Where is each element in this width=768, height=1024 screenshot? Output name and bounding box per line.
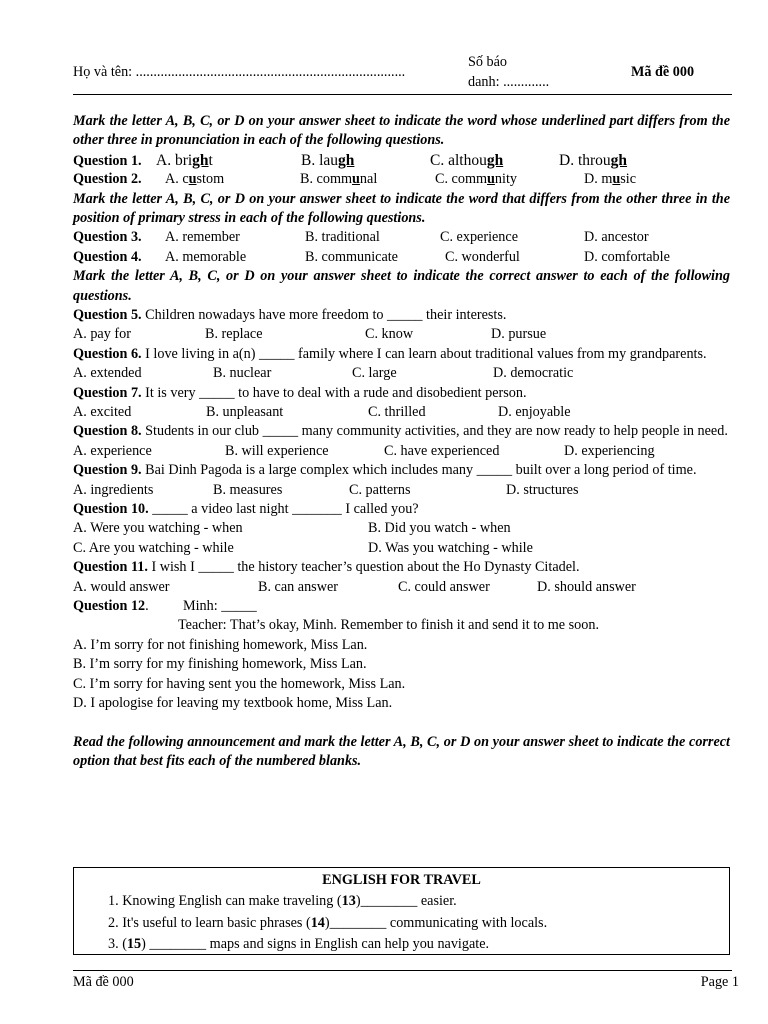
option-d: D. structures	[506, 481, 579, 498]
option-b: B. nuclear	[213, 365, 272, 382]
spacer	[73, 713, 730, 732]
announcement-title: ENGLISH FOR TRAVEL	[322, 872, 481, 888]
announcement-box	[73, 867, 730, 955]
option-d: D. comfortable	[584, 248, 670, 265]
option-d: D. pursue	[491, 326, 547, 343]
option-c: C. I’m sorry for having sent you the homework, Miss Lan.	[73, 675, 406, 692]
exam-header	[73, 52, 732, 95]
option-a: A. bright	[156, 151, 213, 169]
option-a: A. experience	[73, 442, 152, 459]
question-9-options	[73, 481, 730, 500]
option-a: A. I’m sorry for not finishing homework, Miss Lan.	[73, 636, 368, 653]
question-5-options	[73, 325, 730, 344]
option-c: C. patterns	[349, 481, 411, 498]
page-footer	[73, 970, 739, 990]
option-c: C. have experienced	[384, 442, 500, 459]
option-b: B. unpleasant	[206, 404, 284, 420]
option-d: D. I apologise for leaving my textbook home, Miss Lan.	[73, 694, 393, 711]
option-a: A. memorable	[165, 248, 247, 265]
announcement-list	[74, 891, 729, 956]
option-c: C. although	[430, 151, 504, 169]
question-5: Question 5. Children nowadays have more freedom to _____ their interests.	[73, 307, 507, 323]
question-9: Question 9. Bai Dinh Pagoda is a large complex which includes many _____ built over a long period of time.	[73, 462, 697, 479]
instruction-correct-answer: Mark the letter A, B, C, or D on your answer sheet to indicate the correct answer to each of the following questions.	[73, 268, 730, 304]
option-a: A. would answer	[73, 578, 170, 595]
option-b: B. will experience	[225, 442, 329, 459]
dialogue-minh: Minh: _____	[183, 597, 257, 614]
announcement-item: 1. Knowing English can make traveling (13)________ easier.	[108, 893, 457, 909]
option-d: D. Was you watching - while	[368, 539, 533, 556]
candidate-number-field	[468, 52, 549, 92]
option-d: D. through	[559, 151, 628, 169]
option-b: B. I’m sorry for my finishing homework, Miss Lan.	[73, 656, 367, 673]
option-a: A. Were you watching - when	[73, 520, 243, 537]
option-b: B. communicate	[305, 248, 398, 265]
option-b: B. laugh	[301, 151, 355, 169]
option-b: B. can answer	[258, 578, 338, 595]
option-a: A. extended	[73, 365, 142, 382]
option-c: C. wonderful	[445, 248, 520, 265]
question-10-options-ab	[73, 519, 730, 538]
announcement-item: 3. (15) ________ maps and signs in English can help you navigate.	[108, 936, 490, 952]
dialogue-teacher-row	[73, 616, 730, 635]
question-label: Question 3.	[73, 229, 142, 246]
question-7-options	[73, 403, 730, 422]
option-d: D. ancestor	[584, 229, 649, 246]
question-7: Question 7. It is very _____ to have to deal with a rude and disobedient person.	[73, 384, 527, 401]
question-1	[73, 151, 730, 170]
question-label: Question 12	[73, 597, 146, 614]
option-a: A. excited	[73, 404, 132, 420]
question-12: Question 12. Minh: _____	[73, 597, 730, 616]
page-number: Page 1	[700, 974, 739, 990]
sbd-line2: danh: .............	[468, 74, 550, 90]
question-8-options	[73, 442, 730, 461]
option-b: B. communal	[300, 171, 378, 188]
option-c: C. Are you watching - while	[73, 539, 234, 556]
question-8: Question 8. Students in our club _____ many community activities, and they are now ready to help people in need.	[73, 423, 728, 440]
option-a: A. custom	[165, 171, 225, 188]
question-label: Question 1.	[73, 152, 142, 169]
exam-page	[73, 0, 739, 1024]
option-c: C. could answer	[398, 578, 490, 595]
question-10: Question 10. _____ a video last night _______ I called you?	[73, 500, 419, 517]
question-10-options-cd	[73, 539, 730, 558]
question-2	[73, 170, 730, 189]
option-c: C. experience	[440, 229, 518, 246]
option-b: B. measures	[213, 481, 283, 498]
option-c: C. community	[435, 171, 517, 188]
question-11-options	[73, 578, 730, 597]
option-c: C. large	[352, 365, 397, 382]
announcement-item: 2. It's useful to learn basic phrases (14)________ communicating with locals.	[108, 914, 548, 931]
option-d: D. should answer	[537, 578, 636, 595]
question-3	[73, 228, 730, 247]
footer-exam-code: Mã đề 000	[73, 974, 134, 990]
instruction-pronunciation: Mark the letter A, B, C, or D on your answer sheet to indicate the word whose underlined part differs from the other three in pronunciation in each of the following questions.	[73, 113, 730, 149]
option-d: D. experiencing	[564, 442, 655, 459]
option-d: D. music	[584, 171, 637, 188]
dialogue-teacher: Teacher: That’s okay, Minh. Remember to finish it and send it to me soon.	[178, 617, 600, 634]
option-a: A. pay for	[73, 326, 131, 343]
exam-code: Mã đề 000	[631, 64, 695, 80]
option-b: B. traditional	[305, 229, 380, 246]
question-6: Question 6. I love living in a(n) _____ family where I can learn about traditional values from my grandparents.	[73, 345, 707, 362]
question-11: Question 11. I wish I _____ the history teacher’s question about the Ho Dynasty Citadel.	[73, 559, 580, 576]
student-name-field: Họ và tên: ............................................................................	[73, 64, 406, 80]
option-a: A. ingredients	[73, 481, 154, 498]
question-4	[73, 248, 730, 267]
question-label: Question 2.	[73, 171, 142, 188]
option-b: B. Did you watch - when	[368, 520, 511, 537]
option-d: D. democratic	[493, 365, 574, 382]
instruction-stress: Mark the letter A, B, C, or D on your answer sheet to indicate the word that differs from the other three in the position of primary stress in each of the following questions.	[73, 190, 730, 226]
option-c: C. know	[365, 326, 414, 343]
question-label: Question 4.	[73, 248, 142, 265]
option-c: C. thrilled	[368, 404, 426, 420]
option-d: D. enjoyable	[498, 404, 571, 420]
question-6-options	[73, 364, 730, 383]
option-b: B. replace	[205, 326, 263, 343]
sbd-line1: Số báo	[468, 54, 508, 70]
option-a: A. remember	[165, 229, 240, 246]
instruction-announcement: Read the following announcement and mark the letter A, B, C, or D on your answer sheet to indicate the correct option that best fits each of the numbered blanks.	[73, 733, 730, 770]
exam-content	[73, 112, 730, 772]
